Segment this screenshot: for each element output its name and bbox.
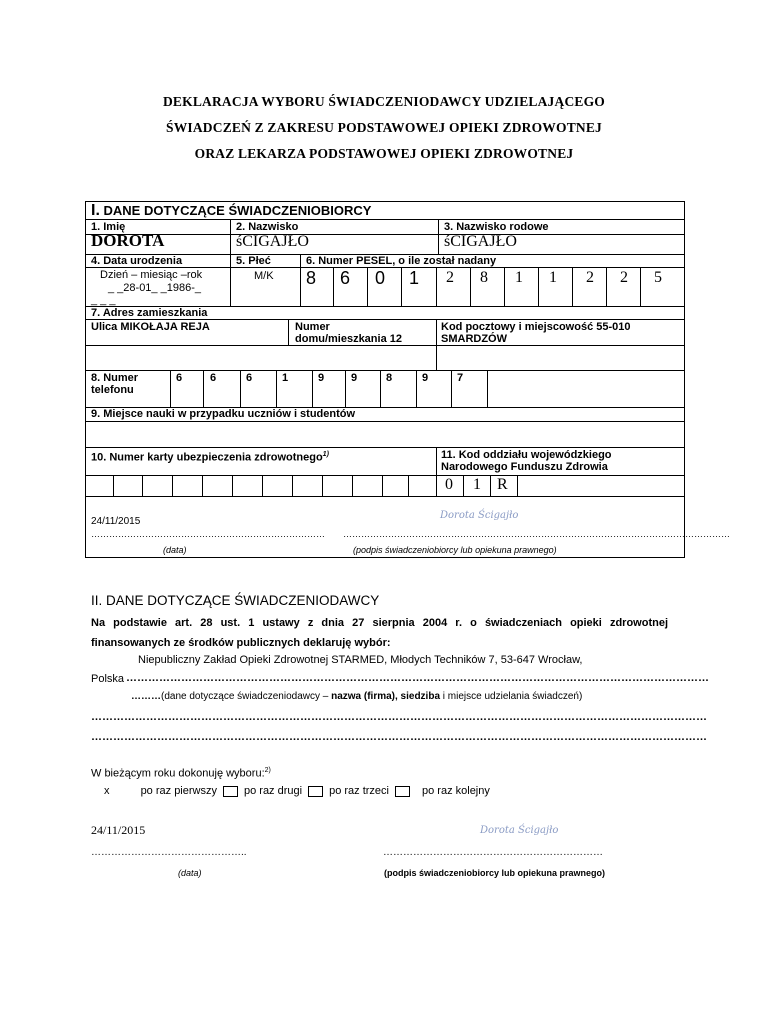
- label-telefon-1: 8. Numer: [91, 372, 139, 384]
- section1-data-caption: (data): [163, 545, 187, 555]
- wybor-label: W bieżącym roku dokonuję wyboru:$^{2)}$: [91, 767, 271, 780]
- label-plec: 5. Płeć: [236, 255, 271, 267]
- choice-mark: x: [104, 785, 110, 797]
- pesel-digit-1[interactable]: 8: [306, 268, 317, 288]
- phone-digit-5[interactable]: 9: [318, 372, 325, 384]
- phone-digit-8[interactable]: 9: [422, 372, 429, 384]
- footnote-ref-1: 1): [322, 451, 329, 458]
- pesel-digit-10[interactable]: 2: [620, 269, 628, 286]
- value-data-urodzenia-tail: _ _ _: [91, 294, 116, 306]
- pesel-digit-7[interactable]: 1: [515, 269, 523, 286]
- provider-dotted-line-1: ……………………………………………………………………………………………………………………………………………: [126, 672, 709, 684]
- provider-country[interactable]: Polska: [91, 673, 125, 685]
- label-adres: 7. Adres zamieszkania: [91, 307, 208, 319]
- section2-intro-line-1: Na podstawie art. 28 ust. 1 ustawy z dnia 27 sierpnia 2004 r. o świadczeniach opieki zdrowotnej: [91, 617, 668, 629]
- section1-date[interactable]: 24/11/2015: [91, 516, 141, 527]
- section1-roman: I.: [91, 202, 100, 219]
- phone-digit-9[interactable]: 7: [457, 372, 464, 384]
- oddzial-char-1[interactable]: 0: [445, 476, 453, 493]
- phone-digit-3[interactable]: 6: [246, 372, 253, 384]
- value-numer-domu[interactable]: domu/mieszkania 12: [295, 333, 402, 345]
- document-title-line-2: ŚWIADCZEŃ Z ZAKRESU PODSTAWOWEJ OPIEKI ZDROWOTNEJ: [166, 120, 602, 135]
- value-miejscowosc[interactable]: SMARDZÓW: [441, 333, 507, 345]
- section2-title: II. DANE DOTYCZĄCE ŚWIADCZENIODAWCY: [91, 593, 380, 608]
- label-karta: [91, 449, 329, 464]
- section2-data-caption: (data): [178, 868, 202, 878]
- footnote-ref-2: 2): [264, 767, 271, 774]
- label-kod-pocztowy: Kod pocztowy i miejscowość 55-010: [441, 321, 631, 333]
- label-imie: 1. Imię: [91, 221, 126, 233]
- section1-signature: Dorota Ścigajło: [440, 510, 519, 521]
- provider-dotted-line-3: ……………………………………………………………………………………………………………………………………………………: [91, 731, 707, 743]
- label-nazwisko-rodowe: 3. Nazwisko rodowe: [444, 221, 549, 233]
- pesel-digit-6[interactable]: 8: [480, 269, 488, 286]
- label-miejsce-nauki: 9. Miejsce nauki w przypadku uczniów i studentów: [91, 408, 356, 420]
- label-oddzial-2: Narodowego Funduszu Zdrowia: [441, 461, 608, 473]
- choice-next-label: po raz kolejny: [422, 785, 490, 797]
- section2-date-dotted-line: ………………………………………..: [91, 847, 247, 858]
- section1-signature-dotted-line: …………………………………………………………………………………………………………………: [343, 529, 730, 539]
- section2-date[interactable]: 24/11/2015: [91, 823, 146, 837]
- value-data-urodzenia[interactable]: _ _28-01_ _1986-_: [108, 282, 201, 294]
- value-nazwisko[interactable]: śCIGAJŁO: [236, 233, 309, 250]
- oddzial-char-3[interactable]: R: [497, 476, 508, 493]
- label-pesel: 6. Numer PESEL, o ile został nadany: [306, 255, 497, 267]
- value-nazwisko-rodowe[interactable]: śCIGAJŁO: [444, 233, 517, 250]
- oddzial-char-2[interactable]: 1: [473, 476, 481, 493]
- choice-row: [104, 785, 490, 797]
- section1-title: DANE DOTYCZĄCE ŚWIADCZENIOBIORCY: [103, 203, 372, 218]
- phone-digit-6[interactable]: 9: [351, 372, 358, 384]
- label-karta-text: 10. Numer karty ubezpieczenia zdrowotnego: [91, 451, 323, 464]
- section1-heading: [91, 202, 371, 219]
- value-imie[interactable]: DOROTA: [91, 231, 165, 250]
- pesel-digit-11[interactable]: 5: [654, 269, 662, 286]
- choice-first-label: po raz pierwszy: [140, 785, 217, 797]
- pesel-digit-8[interactable]: 1: [549, 269, 557, 286]
- label-data-urodzenia: 4. Data urodzenia: [91, 255, 183, 267]
- value-plec[interactable]: M/K: [254, 270, 274, 282]
- document-title-line-1: DEKLARACJA WYBORU ŚWIADCZENIODAWCY UDZIELAJĄCEGO: [162, 94, 606, 109]
- checkbox-first[interactable]: [223, 786, 238, 797]
- pesel-digit-9[interactable]: 2: [586, 269, 594, 286]
- phone-digit-1[interactable]: 6: [176, 372, 183, 384]
- value-ulica[interactable]: Ulica MIKOŁAJA REJA: [91, 321, 210, 333]
- pesel-digit-3[interactable]: 0: [375, 268, 386, 288]
- section2-intro-line-2: finansowanych ze środków publicznych deklaruję wybór:: [91, 637, 391, 649]
- section1-date-dotted-line: ……………………………………………………………………: [91, 529, 325, 539]
- pesel-digit-2[interactable]: 6: [340, 268, 351, 288]
- phone-digit-2[interactable]: 6: [210, 372, 217, 384]
- choice-third-label: po raz trzeci: [329, 785, 389, 797]
- label-oddzial-1: 11. Kod oddziału wojewódzkiego: [441, 449, 612, 461]
- phone-digit-7[interactable]: 8: [386, 372, 393, 384]
- provider-caption: ………(dane dotyczące świadczeniodawcy – nazwa (firma), siedziba i miejsce udzielania świadczeń): [131, 691, 583, 702]
- pesel-digit-5[interactable]: 2: [446, 269, 454, 286]
- checkbox-second[interactable]: [308, 786, 323, 797]
- provider-name[interactable]: Niepubliczny Zakład Opieki Zdrowotnej STARMED, Młodych Techników 7, 53-647 Wrocław,: [138, 654, 583, 666]
- section2-podpis-caption: (podpis świadczeniobiorcy lub opiekuna prawnego): [384, 868, 606, 878]
- section2-signature-dotted-line: …………………………………………………………: [383, 847, 603, 858]
- label-nazwisko: 2. Nazwisko: [236, 221, 299, 233]
- choice-second-label: po raz drugi: [243, 785, 303, 797]
- document-title-line-3: ORAZ LEKARZA PODSTAWOWEJ OPIEKI ZDROWOTNEJ: [194, 146, 574, 161]
- date-format-hint: Dzień – miesiąc –rok: [100, 269, 203, 281]
- section1-podpis-caption: (podpis świadczeniobiorcy lub opiekuna prawnego): [353, 545, 557, 555]
- phone-digit-4[interactable]: 1: [282, 372, 289, 384]
- pesel-digit-4[interactable]: 1: [409, 268, 420, 288]
- provider-dotted-line-2: ……………………………………………………………………………………………………………………………………………………: [91, 711, 707, 723]
- label-telefon-2: telefonu: [91, 384, 134, 396]
- checkbox-third[interactable]: [395, 786, 410, 797]
- section2-signature: Dorota Ścigajło: [480, 825, 559, 836]
- label-numer: Numer: [295, 321, 330, 333]
